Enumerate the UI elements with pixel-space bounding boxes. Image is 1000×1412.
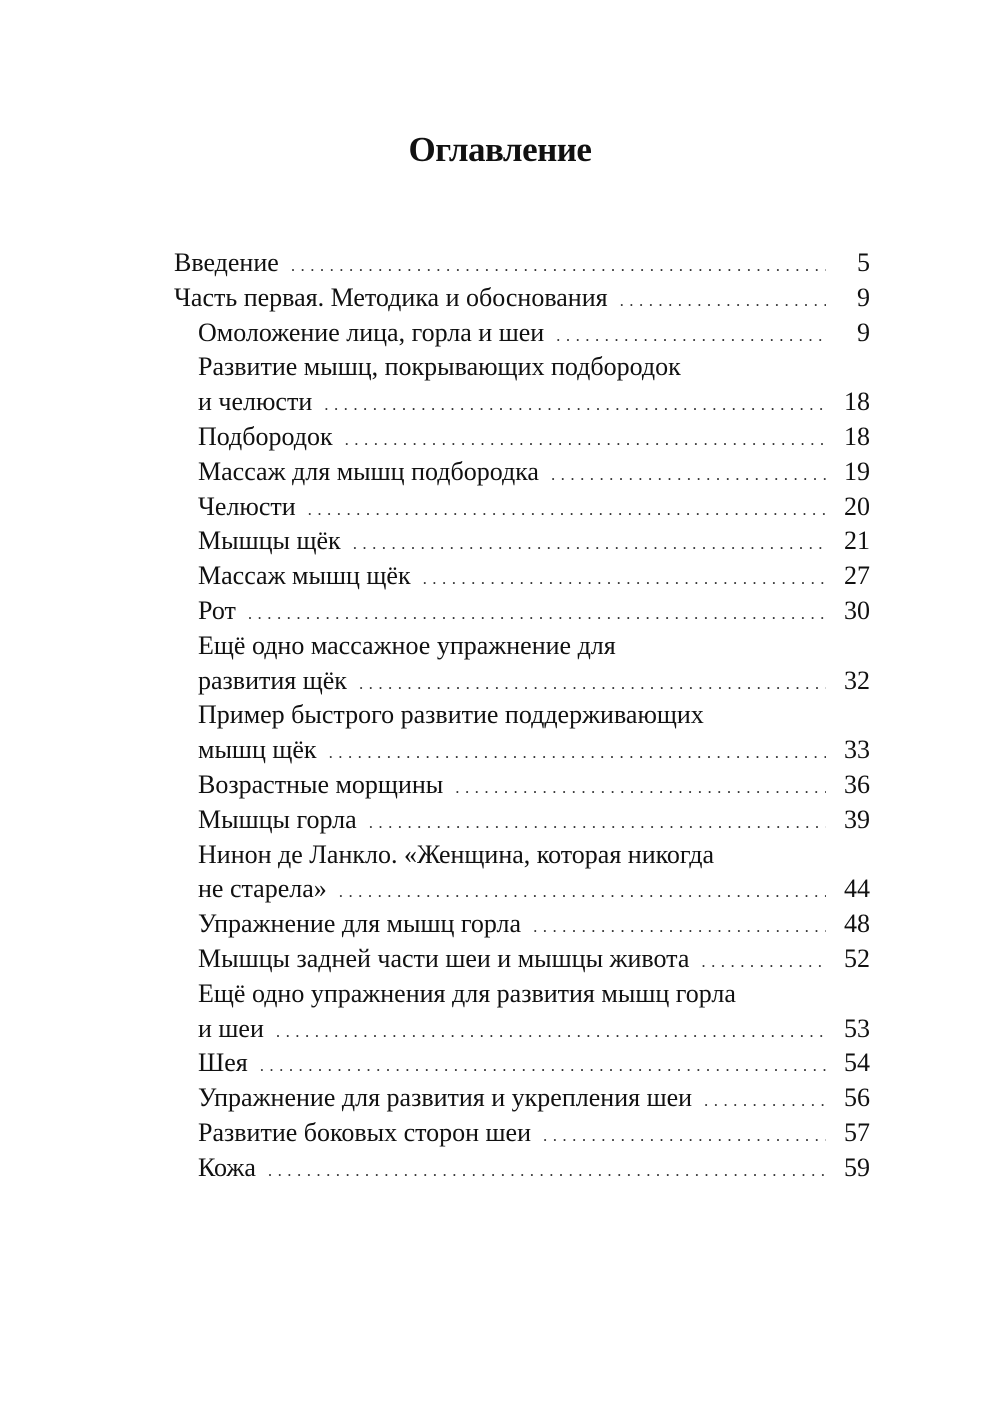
toc-page-number: 19 (844, 456, 870, 486)
toc-entry-row (174, 455, 870, 490)
toc-entry[interactable] (174, 907, 870, 942)
dot-leader (533, 910, 826, 945)
toc-entry-title: развития щёк (198, 665, 347, 695)
dot-leader (359, 667, 826, 702)
toc-entry-row (174, 942, 870, 977)
dot-leader (369, 806, 826, 841)
toc-entry-text-line: Нинон де Ланкло. «Женщина, которая никогда (198, 839, 715, 869)
toc-entry-row (174, 1012, 870, 1047)
toc-entry-title: Мышцы щёк (198, 526, 341, 556)
toc-entry-title: Кожа (198, 1152, 256, 1182)
toc-entry[interactable] (174, 629, 870, 699)
toc-entry[interactable] (174, 350, 870, 420)
toc-entry-row (174, 664, 870, 699)
toc-entry-row (174, 559, 870, 594)
toc-page-number: 30 (844, 595, 870, 625)
dot-leader (345, 423, 826, 458)
toc-entry-text-line: Пример быстрого развитие поддерживающих (198, 700, 704, 730)
toc-entry[interactable] (174, 1151, 870, 1186)
page-title: Оглавление (408, 130, 592, 169)
toc-page-number: 44 (844, 874, 870, 904)
toc-page-number: 33 (844, 735, 870, 765)
dot-leader (701, 945, 826, 980)
toc-entry-row (174, 907, 870, 942)
dot-leader (324, 388, 826, 423)
table-of-contents (174, 246, 870, 1186)
toc-page-number: 32 (844, 665, 870, 695)
toc-page-number: 48 (844, 909, 870, 939)
toc-entry-row (174, 316, 870, 351)
toc-entry-title: Челюсти (198, 491, 296, 521)
dot-leader (291, 249, 826, 284)
toc-entry-title: Часть первая. Методика и обоснования (174, 282, 608, 312)
toc-page-number: 9 (857, 317, 870, 347)
toc-entry[interactable] (174, 1046, 870, 1081)
toc-entry-title: Упражнение для развития и укрепления шеи (198, 1083, 693, 1113)
dot-leader (308, 493, 826, 528)
dot-leader (260, 1049, 826, 1084)
toc-entry-row (174, 803, 870, 838)
toc-entry-row (174, 1046, 870, 1081)
toc-entry-title: не старела» (198, 874, 327, 904)
toc-entry-title: Массаж мышц щёк (198, 561, 411, 591)
toc-entry[interactable] (174, 420, 870, 455)
dot-leader (339, 875, 826, 910)
dot-leader (248, 597, 826, 632)
toc-entry-text-line: Ещё одно массажное упражнение для (198, 630, 616, 660)
toc-entry[interactable] (174, 838, 870, 908)
dot-leader (353, 527, 826, 562)
toc-entry-title: Рот (198, 595, 236, 625)
toc-entry-row (174, 594, 870, 629)
toc-entry[interactable] (174, 316, 870, 351)
dot-leader (551, 458, 826, 493)
toc-page-number: 5 (857, 248, 870, 277)
toc-entry-text-line: Развитие мышц, покрывающих подбородок (198, 352, 681, 382)
toc-page-number: 20 (844, 491, 870, 521)
toc-entry-row (174, 490, 870, 525)
toc-entry[interactable] (174, 246, 870, 281)
toc-entry-title: Массаж для мышц подбородка (198, 456, 539, 486)
toc-entry-row (174, 1151, 870, 1186)
toc-entry[interactable] (174, 1081, 870, 1116)
toc-entry[interactable] (174, 803, 870, 838)
toc-entry-title: Упражнение для мышц горла (198, 909, 522, 939)
toc-page-number: 18 (844, 387, 870, 417)
toc-entry-row (174, 1081, 870, 1116)
toc-entry-title: Омоложение лица, горла и шеи (198, 317, 545, 347)
toc-page-number: 9 (857, 282, 870, 312)
dot-leader (556, 319, 826, 354)
toc-entry[interactable] (174, 559, 870, 594)
dot-leader (620, 284, 826, 319)
toc-entry[interactable] (174, 942, 870, 977)
toc-entry-row (174, 1116, 870, 1151)
dot-leader (455, 771, 826, 806)
toc-entry-row (174, 420, 870, 455)
toc-entry-row (174, 524, 870, 559)
toc-entry-title: Развитие боковых сторон шеи (198, 1117, 532, 1147)
toc-entry-title: Подбородок (198, 421, 333, 451)
toc-page-number: 52 (844, 943, 870, 973)
dot-leader (268, 1154, 826, 1189)
toc-entry[interactable] (174, 524, 870, 559)
toc-page-number: 18 (844, 421, 870, 451)
toc-entry-row (174, 733, 870, 768)
toc-entry[interactable] (174, 490, 870, 525)
toc-entry-title: и челюсти (198, 387, 313, 417)
toc-page-number: 57 (844, 1117, 870, 1147)
toc-entry-title: и шеи (198, 1013, 264, 1043)
toc-entry-title: Шея (198, 1048, 248, 1078)
toc-page-number: 39 (844, 804, 870, 834)
toc-entry-row (174, 768, 870, 803)
dot-leader (329, 736, 826, 771)
toc-entry[interactable] (174, 977, 870, 1047)
dot-leader (423, 562, 826, 597)
toc-entry-title: Возрастные морщины (198, 769, 444, 799)
dot-leader (543, 1119, 826, 1154)
dot-leader (704, 1084, 826, 1119)
toc-page-number: 56 (844, 1083, 870, 1113)
toc-entry[interactable] (174, 1116, 870, 1151)
toc-entry[interactable] (174, 455, 870, 490)
dot-leader (276, 1015, 826, 1050)
toc-entry[interactable] (174, 768, 870, 803)
toc-entry-text-line: Ещё одно упражнения для развития мышц горла (198, 978, 736, 1008)
toc-entry-row (174, 246, 870, 281)
toc-page-number: 59 (844, 1152, 870, 1182)
toc-entry-title: Введение (174, 248, 279, 277)
toc-entry-title: Мышцы горла (198, 804, 357, 834)
toc-entry[interactable] (174, 594, 870, 629)
toc-page-number: 53 (844, 1013, 870, 1043)
toc-page-number: 27 (844, 561, 870, 591)
toc-entry-row (174, 281, 870, 316)
toc-page-number: 54 (844, 1048, 870, 1078)
toc-entry-row (174, 872, 870, 907)
toc-entry[interactable] (174, 698, 870, 768)
toc-page-number: 36 (844, 769, 870, 799)
toc-entry[interactable] (174, 281, 870, 316)
toc-page-number: 21 (844, 526, 870, 556)
toc-entry-title: Мышцы задней части шеи и мышцы живота (198, 943, 690, 973)
toc-entry-title: мышц щёк (198, 735, 317, 765)
toc-entry-row (174, 385, 870, 420)
